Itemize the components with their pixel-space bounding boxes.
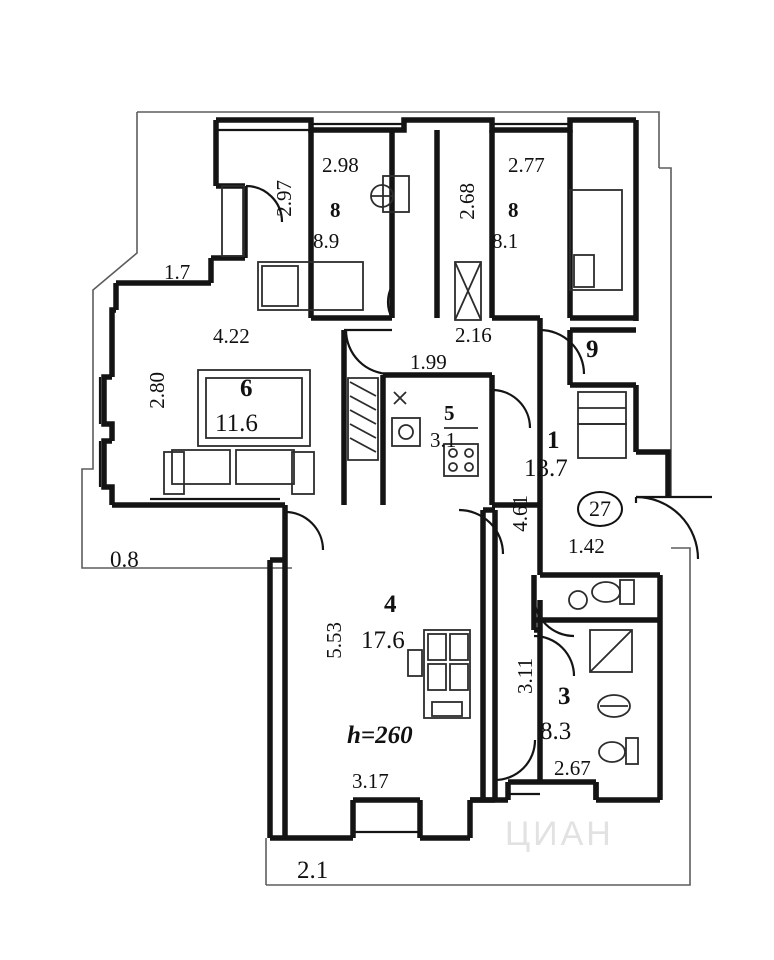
ceiling-height-label: h=260	[347, 722, 413, 749]
dimension-0-8: 0.8	[110, 547, 139, 572]
room-3-area: 8.3	[540, 718, 572, 745]
room-6-number: 6	[240, 375, 253, 402]
dimension-3-17: 3.17	[352, 769, 389, 793]
room-4-number: 4	[384, 591, 397, 618]
room-1-number: 1	[547, 427, 560, 454]
dimension-1-99: 1.99	[410, 350, 447, 374]
dimension-2-98: 2.98	[322, 153, 359, 177]
room-9-number: 9	[586, 336, 599, 363]
room-8-left-area: 8.9	[313, 229, 340, 253]
dimension-2-16: 2.16	[455, 323, 492, 347]
room-5-area: 3.1	[430, 428, 457, 452]
room-8-right-number: 8	[508, 198, 519, 222]
room-3-number: 3	[558, 683, 571, 710]
dimension-1-42: 1.42	[568, 534, 605, 558]
room-4-area: 17.6	[361, 627, 405, 654]
dimension-2-77: 2.77	[508, 153, 545, 177]
room-8-right-area: 8.1	[492, 229, 519, 253]
dimension-2-68: 2.68	[455, 183, 479, 220]
watermark: ЦИАН	[505, 815, 614, 853]
dimension-4-61: 4.61	[508, 495, 532, 532]
room-8-left-number: 8	[330, 198, 341, 222]
dimension-2-97: 2.97	[272, 180, 296, 217]
dimension-5-53: 5.53	[322, 622, 346, 659]
dimension-3-11: 3.11	[513, 658, 537, 694]
dimension-2-80: 2.80	[145, 372, 169, 409]
room-5-number: 5	[444, 401, 455, 425]
room-1-area: 13.7	[524, 455, 568, 482]
dimension-1-7: 1.7	[164, 260, 191, 284]
room-6-area: 11.6	[215, 410, 258, 437]
door-swings	[246, 186, 712, 780]
dimension-4-22: 4.22	[213, 324, 250, 348]
dimension-2-67: 2.67	[554, 756, 591, 780]
dimension-2-1: 2.1	[297, 857, 329, 884]
entrance-number-badge: 27	[577, 491, 623, 527]
